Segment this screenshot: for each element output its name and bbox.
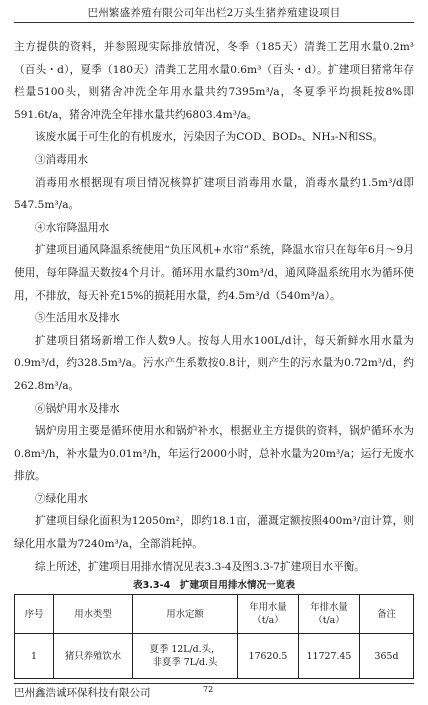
paragraph: 扩建项目通风降温系统使用“负压风机+水帘”系统，降温水帘只在每年6月～9月使用，每年降温天数按4个月计。循环用水量约30m³/d，通风降温系统用水为循环使用，不排放，每天补充15%的损耗用水量，约4.5m³/d（540m³/a）。 xyxy=(14,244,414,302)
table-header-row xyxy=(15,595,414,634)
paragraph: 消毒用水根据现有项目情况核算扩建项目消毒用水量，消毒水量约1.5m³/d即547.5m³/a。 xyxy=(14,176,414,212)
page-number: 72 xyxy=(203,685,214,694)
paragraph: 扩建项目绿化面积为12050m²，即约18.1亩，灌溉定额按照400m³/亩计算，则绿化用水量为7240m³/a，全部消耗掉。 xyxy=(14,515,414,551)
paragraph: 锅炉房用主要是循环使用水和锅炉补水，根据业主方提供的资料，锅炉循环水为0.8m³/h，补水量为0.01m³/h，年运行2000小时，总补水量为20m³/a；运行无废水排放。 xyxy=(14,425,414,483)
footer-company: 巴州鑫浩诚环保科技有限公司 xyxy=(14,687,151,699)
cell-quota xyxy=(133,634,238,679)
quota-line: 夏季 12L/d.头， xyxy=(149,644,221,656)
cell-note: 365d xyxy=(360,634,414,679)
table-caption: 表3.3-4 扩建项目用排水情况一览表 xyxy=(133,580,295,592)
paragraph: 主方提供的资料，并参照现实际排放情况，冬季（185天）清粪工艺用水量0.2m³（百头・d），夏季（180天）清粪工艺用水量0.6m³（百头・d）。扩建项目猪常年存栏量5100头，则猪舍冲洗全年用水量共约7395m³/a，冬夏季平均损耗按8%即591.6t/a，猪舍冲洗全年排水量共约6803.4m³/a。 xyxy=(14,41,414,121)
quota-line: 非夏季 7L/d.头 xyxy=(152,657,218,669)
cell-no: 1 xyxy=(15,634,54,679)
header-title: 巴州繁盛养殖有限公司年出栏2万头生猪养殖建设项目 xyxy=(87,7,341,19)
water-use-table xyxy=(14,594,414,679)
table-row xyxy=(15,634,414,679)
col-header: 用水类型 xyxy=(54,595,133,634)
col-header: 序号 xyxy=(15,595,54,634)
section-heading: ④水帘降温用水 xyxy=(35,221,110,234)
cell-use: 17620.5 xyxy=(238,634,299,679)
page-header xyxy=(14,6,414,23)
section-heading: ⑤生活用水及排水 xyxy=(35,312,120,325)
section-heading: ⑦绿化用水 xyxy=(35,492,88,505)
cell-discharge: 11727.45 xyxy=(299,634,360,679)
section-heading: ⑥锅炉用水及排水 xyxy=(35,402,120,415)
section-heading: ③消毒用水 xyxy=(35,153,88,166)
cell-type: 猪只养殖饮水 xyxy=(54,634,133,679)
col-header: 备注 xyxy=(360,595,414,634)
document-body xyxy=(14,36,414,679)
paragraph: 综上所述，扩建项目用排水情况见表3.3-4及图3.3-7扩建项目水平衡。 xyxy=(35,560,365,573)
page-footer xyxy=(14,683,414,699)
col-header: 年排水量（t/a） xyxy=(299,595,360,634)
col-header: 年用水量（t/a） xyxy=(238,595,299,634)
col-header: 用水定额 xyxy=(133,595,238,634)
paragraph: 该废水属于可生化的有机废水，污染因子为COD、BOD₅、NH₃-N和SS。 xyxy=(35,131,384,144)
paragraph: 扩建项目猪场新增工作人数9人。按每人用水100L/d计，每天新鲜水用水量为0.9m³/d，约328.5m³/a。污水产生系数按0.8计，则产生的污水量为0.72m³/d，约262.8m³/a。 xyxy=(14,334,414,392)
